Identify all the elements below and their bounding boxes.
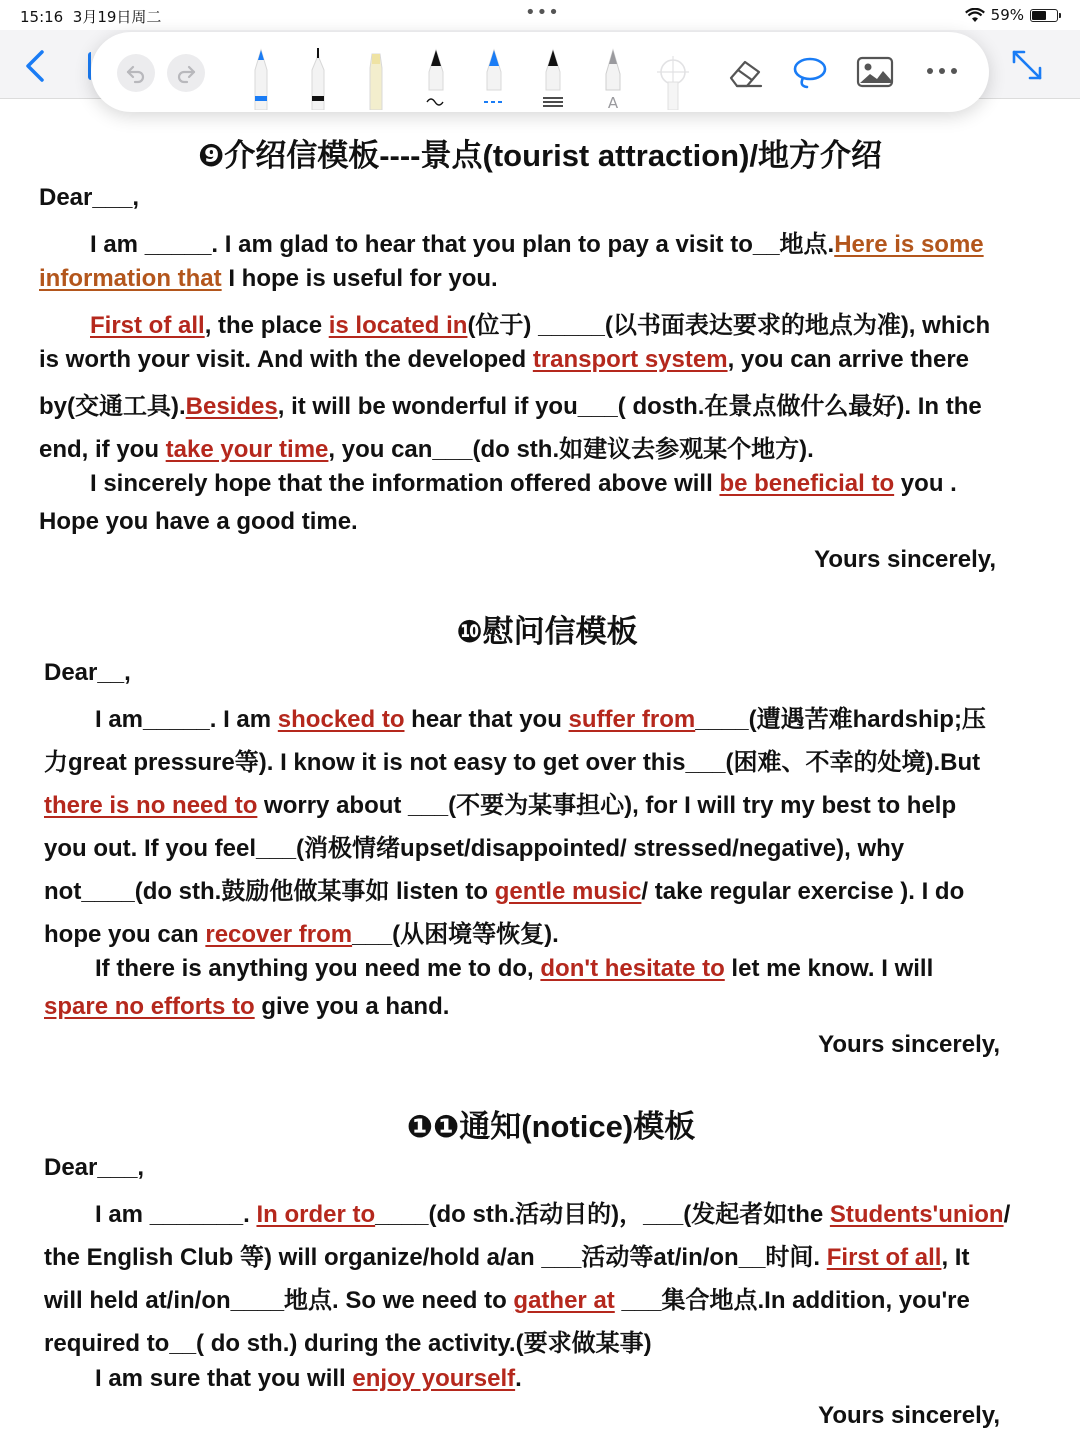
letter-line: required to__( do sth.) during the activity.(要求做某事) [44,1330,652,1357]
expand-icon[interactable] [1010,48,1044,82]
letter-line: there is no need to worry about ___(不要为某事担心), for I will try my best to help [44,792,957,819]
letter-line: by(交通工具).Besides, it will be wonderful if you___( dosth.在景点做什么最好). In the [39,393,982,420]
salutation: Dear___, [39,184,140,211]
wifi-icon [965,8,985,23]
status-time: 15:16 3月19日周二 [20,8,162,26]
status-bar [0,0,1080,30]
document-page[interactable] [0,100,1080,1440]
status-right [965,6,1058,24]
battery-level [1032,11,1046,20]
section-title: ❾介绍信模板----景点(tourist attraction)/地方介绍 [197,138,883,173]
status-date: 3月19日周二 [72,8,162,26]
multitasking-dots[interactable]: ••• [525,2,560,23]
undo-icon [125,62,147,84]
letter-line: I am _______. In order to____(do sth.活动目的)，___(发起者如the Students'union/ [95,1201,1011,1228]
salutation: Dear__, [44,659,131,686]
letter-line: the English Club 等) will organize/hold a/an ___活动等at/in/on__时间. First of all, It [44,1244,970,1271]
letter-line: If there is anything you need me to do, don't hesitate to let me know. I will [95,955,934,982]
key-phrase: there is no need to [44,792,258,819]
key-phrase: shocked to [277,706,405,733]
key-phrase: First of all [826,1244,942,1271]
more-icon [926,66,958,76]
key-phrase: spare no efforts to [44,993,255,1020]
lasso-tool[interactable] [791,56,829,90]
letter-line: I am_____. I am shocked to hear that you suffer from____(遭遇苦难hardship;压 [95,706,986,733]
svg-text:A: A [607,94,619,110]
letter-line: you out. If you feel___(消极情绪upset/disappointed/ stressed/negative), why [44,835,905,862]
key-phrase: recover from [205,921,353,948]
letter-line: 力great pressure等). I know it is not easy to get over this___(困难、不幸的处境).But [44,749,981,776]
letter-line: First of all, the place is located in(位于) _____(以书面表达要求的地点为准), which [90,312,991,339]
key-phrase: gather at [513,1287,615,1314]
letter-line: information that I hope is useful for you. [39,265,498,292]
eraser-icon [725,56,765,90]
redo-button[interactable] [167,54,205,92]
key-phrase: don't hesitate to [540,955,725,982]
closing: Yours sincerely, [814,546,996,573]
key-phrase: suffer from [568,706,696,733]
more-button[interactable] [926,66,958,76]
salutation: Dear___, [44,1154,145,1181]
battery-icon [1030,9,1058,22]
battery-percent: 59% [990,6,1024,24]
image-tool[interactable] [856,56,894,88]
letter-line: end, if you take your time, you can___(do sth.如建议去参观某个地方). [39,436,814,463]
letter-line: not____(do sth.鼓励他做某事如 listen to gentle music/ take regular exercise ). I do [44,878,965,905]
letter-line: I am sure that you will enjoy yourself. [95,1365,522,1392]
redo-icon [175,62,197,84]
letter-line: spare no efforts to give you a hand. [44,993,450,1020]
closing: Yours sincerely, [818,1031,1000,1058]
letter-line: will held at/in/on____地点. So we need to gather at ___集合地点.In addition, you're [44,1287,970,1314]
back-chevron-icon[interactable] [22,48,50,84]
letter-line: is worth your visit. And with the developed transport system, you can arrive there [39,346,970,373]
image-icon [856,56,894,88]
undo-button[interactable] [117,54,155,92]
key-phrase: transport system [532,346,728,373]
lasso-icon [791,56,829,90]
letter-line: hope you can recover from___(从困境等恢复). [44,921,559,948]
letter-line: Hope you have a good time. [39,508,358,535]
key-phrase: Besides [185,393,278,420]
key-phrase: be beneficial to [719,470,895,497]
key-phrase: Students'union [829,1201,1004,1228]
section-title: ❶❶通知(notice)模板 [406,1109,696,1144]
closing: Yours sincerely, [818,1402,1000,1429]
letter-line: I am _____. I am glad to hear that you plan to pay a visit to__地点.Here is some [90,231,984,258]
key-phrase: In order to [256,1201,376,1228]
key-phrase: First of all [90,312,205,339]
key-phrase: take your time [165,436,329,463]
key-phrase: gentle music [494,878,642,905]
eraser-tool[interactable] [725,56,765,90]
key-phrase: is located in [328,312,468,339]
letter-line: I sincerely hope that the information offered above will be beneficial to you . [90,470,957,497]
key-phrase: Here is some [834,231,984,258]
key-phrase: enjoy yourself [352,1365,516,1392]
key-phrase: information that [39,265,222,292]
section-title: ❿慰问信模板 [456,614,638,649]
